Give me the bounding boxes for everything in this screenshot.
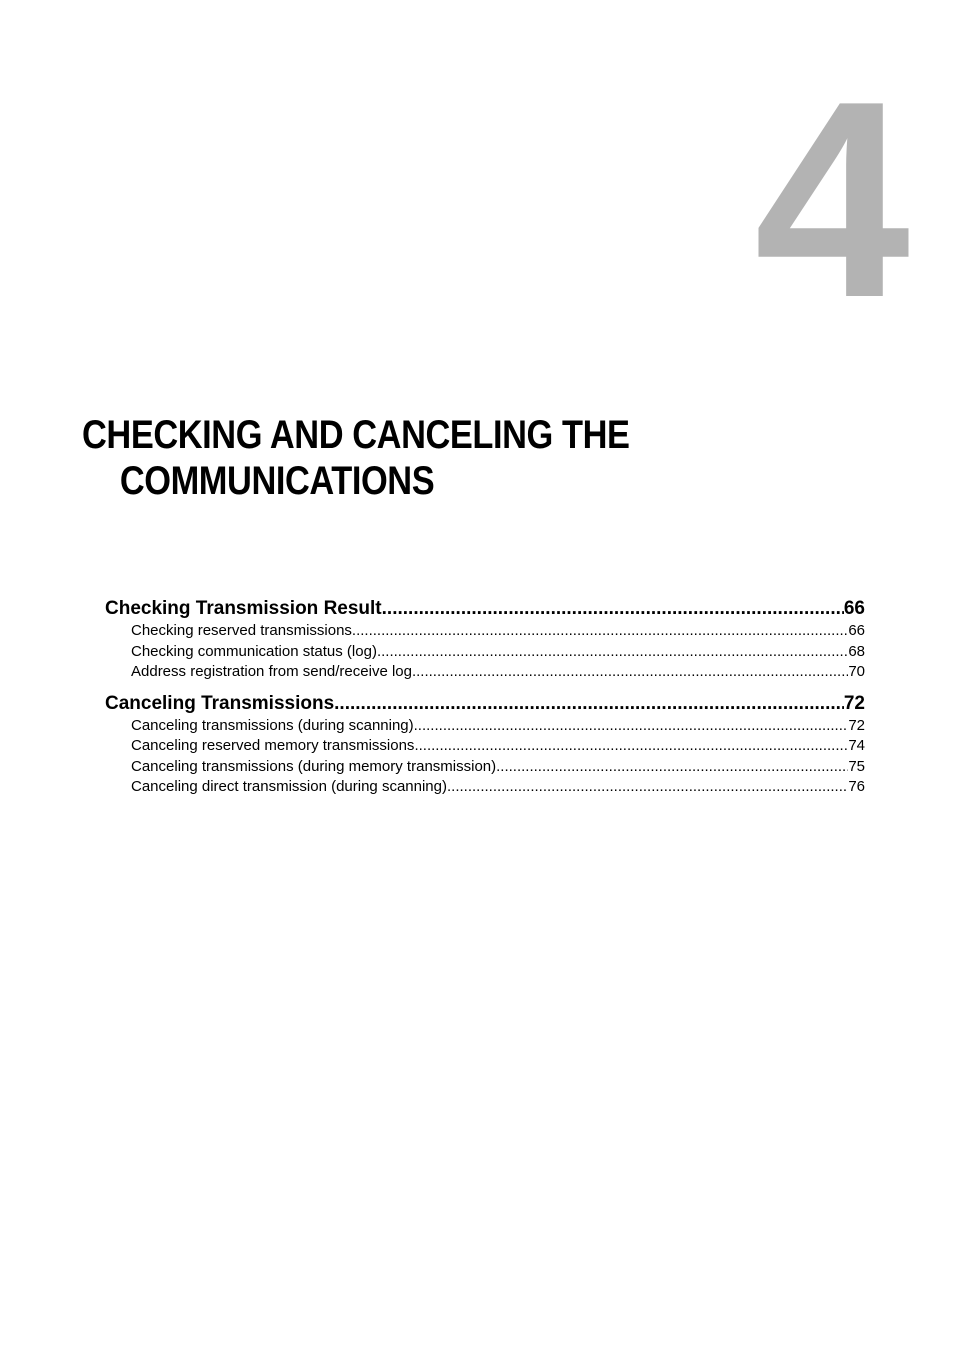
toc-entry-page: 72 <box>843 692 865 714</box>
toc-dot-leader <box>414 736 848 757</box>
toc-subentry-page: 72 <box>848 716 865 734</box>
toc-subentry-page: 74 <box>848 737 865 754</box>
toc-entry-page: 66 <box>843 598 865 619</box>
chapter-title <box>82 412 684 504</box>
toc-subentry-title: Canceling transmissions (during memory transmission) <box>131 757 497 775</box>
toc-subentry-checking-reserved-transmissions[interactable] <box>105 621 865 642</box>
table-of-contents <box>105 596 865 806</box>
toc-dot-leader <box>352 621 848 642</box>
toc-subentry-page: 66 <box>848 622 865 639</box>
chapter-number: 4 <box>754 44 910 356</box>
toc-entry-title: Canceling Transmissions <box>105 692 335 714</box>
toc-subentry-title: Checking communication status (log) <box>131 642 377 660</box>
toc-subentry-page: 70 <box>848 663 865 680</box>
toc-subentry-canceling-during-scanning[interactable] <box>105 716 865 737</box>
toc-subentry-page: 76 <box>848 778 865 795</box>
toc-entry-checking-transmission-result[interactable] <box>105 596 865 621</box>
chapter-title-line-2: COMMUNICATIONS <box>119 459 435 503</box>
toc-subentry-title: Canceling reserved memory transmissions <box>131 737 415 754</box>
toc-dot-leader <box>412 662 848 683</box>
toc-section-checking <box>105 596 865 683</box>
toc-dot-leader <box>377 642 848 663</box>
toc-entry-title: Checking Transmission Result <box>105 598 382 619</box>
toc-subentry-checking-communication-status[interactable] <box>105 642 865 663</box>
toc-dot-leader <box>414 716 849 737</box>
toc-subentry-title: Checking reserved transmissions <box>131 622 352 639</box>
toc-dot-leader <box>447 777 848 798</box>
toc-subentry-page: 75 <box>848 757 865 775</box>
toc-subentry-address-registration[interactable] <box>105 662 865 683</box>
toc-dot-leader <box>334 691 844 716</box>
toc-subentry-canceling-during-memory-transmission[interactable] <box>105 757 865 778</box>
toc-section-canceling <box>105 691 865 798</box>
toc-subentry-title: Canceling transmissions (during scanning) <box>131 716 414 734</box>
toc-dot-leader <box>496 757 848 778</box>
toc-subentry-page: 68 <box>848 642 865 660</box>
toc-subentry-title: Address registration from send/receive log <box>131 663 412 680</box>
toc-subentry-canceling-reserved-memory[interactable] <box>105 736 865 757</box>
toc-entry-canceling-transmissions[interactable] <box>105 691 865 716</box>
toc-dot-leader <box>382 596 844 621</box>
chapter-title-line-1: CHECKING AND CANCELING THE <box>82 413 630 457</box>
toc-subentry-title: Canceling direct transmission (during scanning) <box>131 778 447 795</box>
toc-subentry-canceling-direct-transmission[interactable] <box>105 777 865 798</box>
